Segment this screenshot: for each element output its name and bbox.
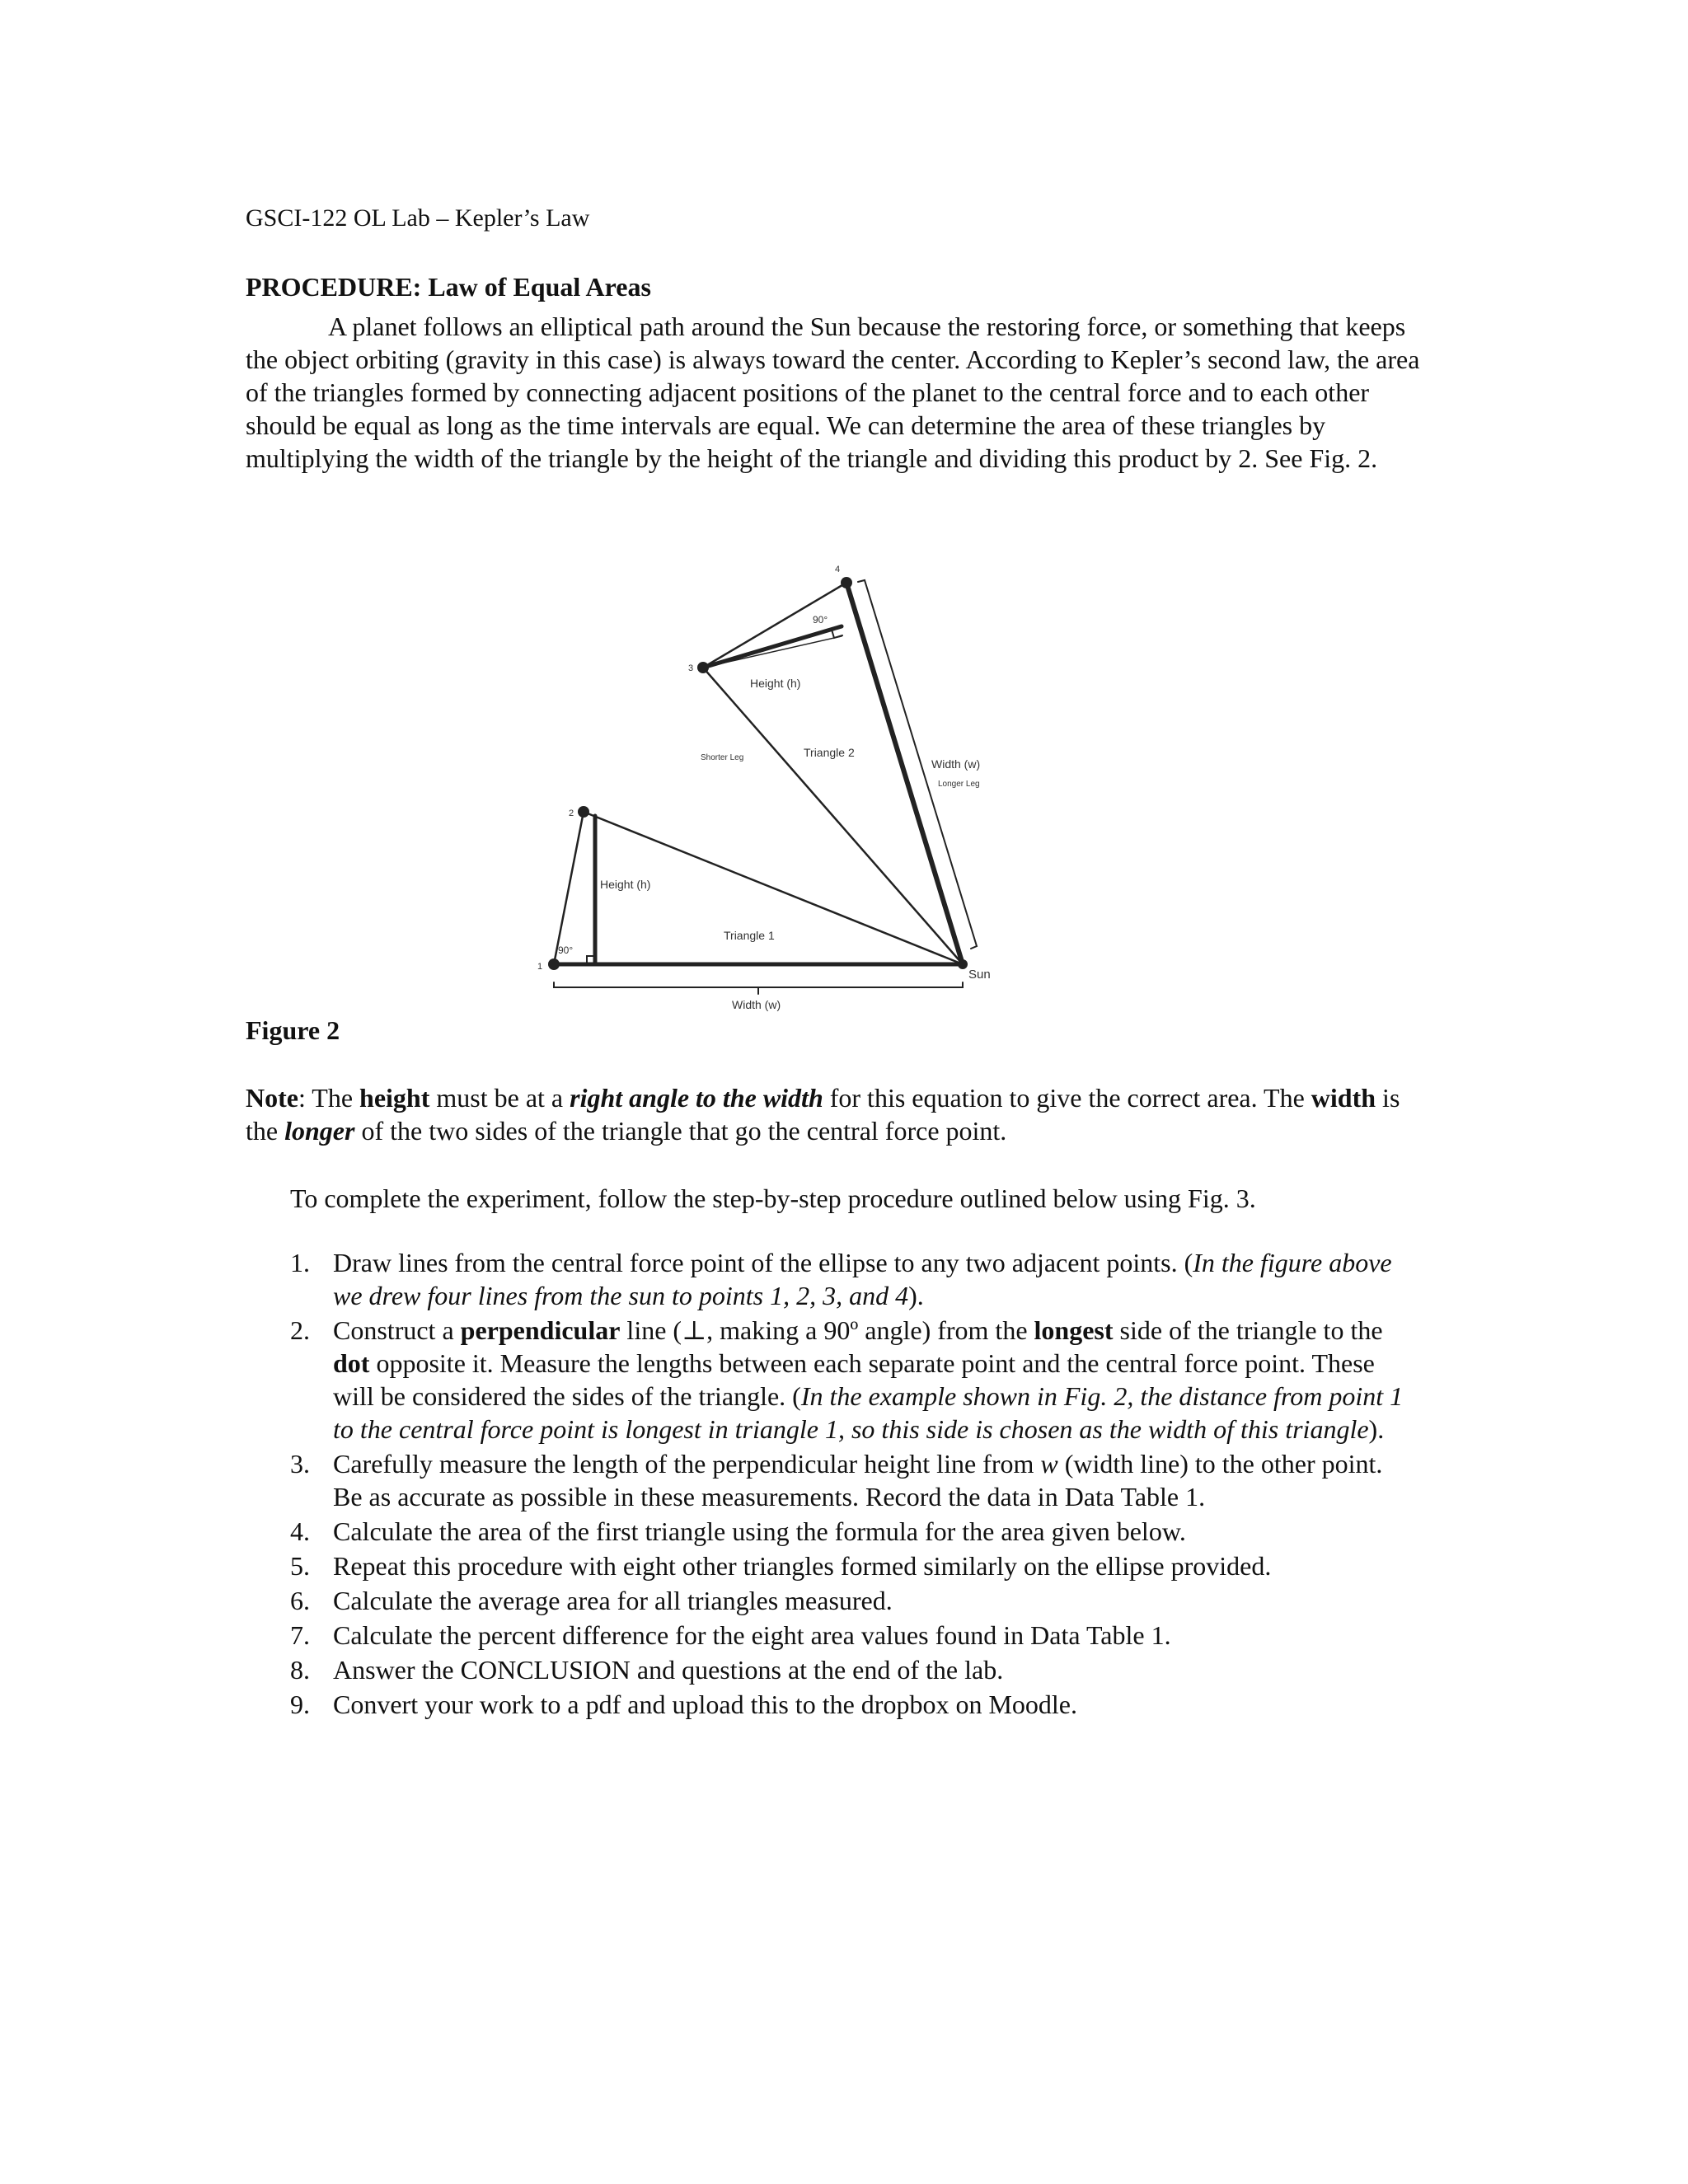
shorter-leg-label: Shorter Leg — [701, 753, 744, 762]
triangle2-shorter-side — [703, 668, 963, 964]
angle-90-label-2: 90° — [813, 614, 828, 626]
height-label-triangle1: Height (h) — [600, 878, 651, 891]
angle-90-label-1: 90° — [558, 944, 574, 956]
page-header: GSCI-122 OL Lab – Kepler’s Law — [246, 204, 590, 232]
triangle1-shorter-side — [554, 812, 584, 964]
list-item: 8. Answer the CONCLUSION and questions at the end of the lab. — [290, 1655, 1004, 1685]
procedure-lead: To complete the experiment, follow the step-by-step procedure outlined below using Fig. 3. — [290, 1183, 1256, 1213]
width-label-right: Width (w) — [931, 757, 981, 771]
note-height: height — [359, 1083, 430, 1113]
list-item: 6. Calculate the average area for all triangles measured. — [290, 1586, 893, 1615]
point-1-label: 1 — [537, 962, 543, 972]
width-label-bottom: Width (w) — [732, 998, 781, 1011]
triangle2-height-line — [703, 626, 842, 668]
point-4-label: 4 — [835, 565, 841, 574]
list-item: 7. Calculate the percent difference for the eight area values found in Data Table 1. — [290, 1620, 1171, 1650]
point-4-dot — [841, 577, 852, 588]
point-1-dot — [548, 958, 560, 970]
list-item: 9. Convert your work to a pdf and upload this to the dropbox on Moodle. — [290, 1690, 1077, 1719]
connector-line — [703, 636, 842, 668]
note-right-angle: right angle to the width — [570, 1083, 823, 1113]
procedure-steps — [290, 1246, 1411, 1722]
intro-paragraph: A planet follows an elliptical path around the Sun because the restoring force, or something that keeps the object orbiting (gravity in this case) is always toward the center. According to Kepler’s second law, the area of the triangles formed by connecting adjacent positions of the planet to the central force and to each other should be equal as long as the time intervals are equal. We can determine the area of these triangles by multiplying the width of the triangle by the height of the triangle and dividing this product by 2. See Fig. 2. — [246, 312, 1420, 473]
list-item: 5. Repeat this procedure with eight other triangles formed similarly on the ellipse provided. — [290, 1551, 1272, 1581]
note-longer: longer — [284, 1116, 355, 1146]
triangle2-label: Triangle 2 — [804, 746, 855, 759]
height-label-triangle2: Height (h) — [750, 677, 801, 690]
list-item: 1. Draw lines from the central force point of the ellipse to any two adjacent points. (In the figure above we drew four lines from the sun to points 1, 2, 3, and 4). — [290, 1248, 1392, 1310]
point-2-dot — [578, 806, 589, 818]
figure-caption: Figure 2 — [246, 1015, 340, 1045]
sun-dot — [958, 959, 968, 969]
note-label: Note — [246, 1083, 298, 1113]
note-paragraph: Note: The height must be at a right angle to the width for this equation to give the correct area. The width is the longer of the two sides of the triangle that go the central force point. — [246, 1083, 1400, 1146]
point-2-label: 2 — [569, 808, 574, 818]
sun-label: Sun — [968, 968, 991, 982]
section-heading: PROCEDURE: Law of Equal Areas — [246, 272, 651, 302]
figure-2-diagram — [511, 552, 1039, 1022]
list-item: 2. Construct a perpendicular line (⊥, making a 90º angle) from the longest side of the triangle to the dot opposite it. Measure the lengths between each separate point and the central force point. These will be considered the sides of the triangle. (In the example shown in Fig. 2, the distance from point 1 to the central force point is longest in triangle 1, so this side is chosen as the width of this triangle). — [290, 1315, 1404, 1444]
longer-leg-label: Longer Leg — [938, 780, 980, 789]
point-3-label: 3 — [688, 663, 694, 673]
list-item: 3. Carefully measure the length of the perpendicular height line from w (width line) to the other point. Be as accurate as possible in these measurements. Record the data in Data Table 1. — [290, 1449, 1383, 1511]
point-3-dot — [697, 662, 709, 673]
triangle2-width-side — [846, 583, 963, 964]
list-item: 4. Calculate the area of the first triangle using the formula for the area given below. — [290, 1516, 1186, 1546]
note-width: width — [1311, 1083, 1376, 1113]
triangle1-label: Triangle 1 — [724, 929, 775, 942]
